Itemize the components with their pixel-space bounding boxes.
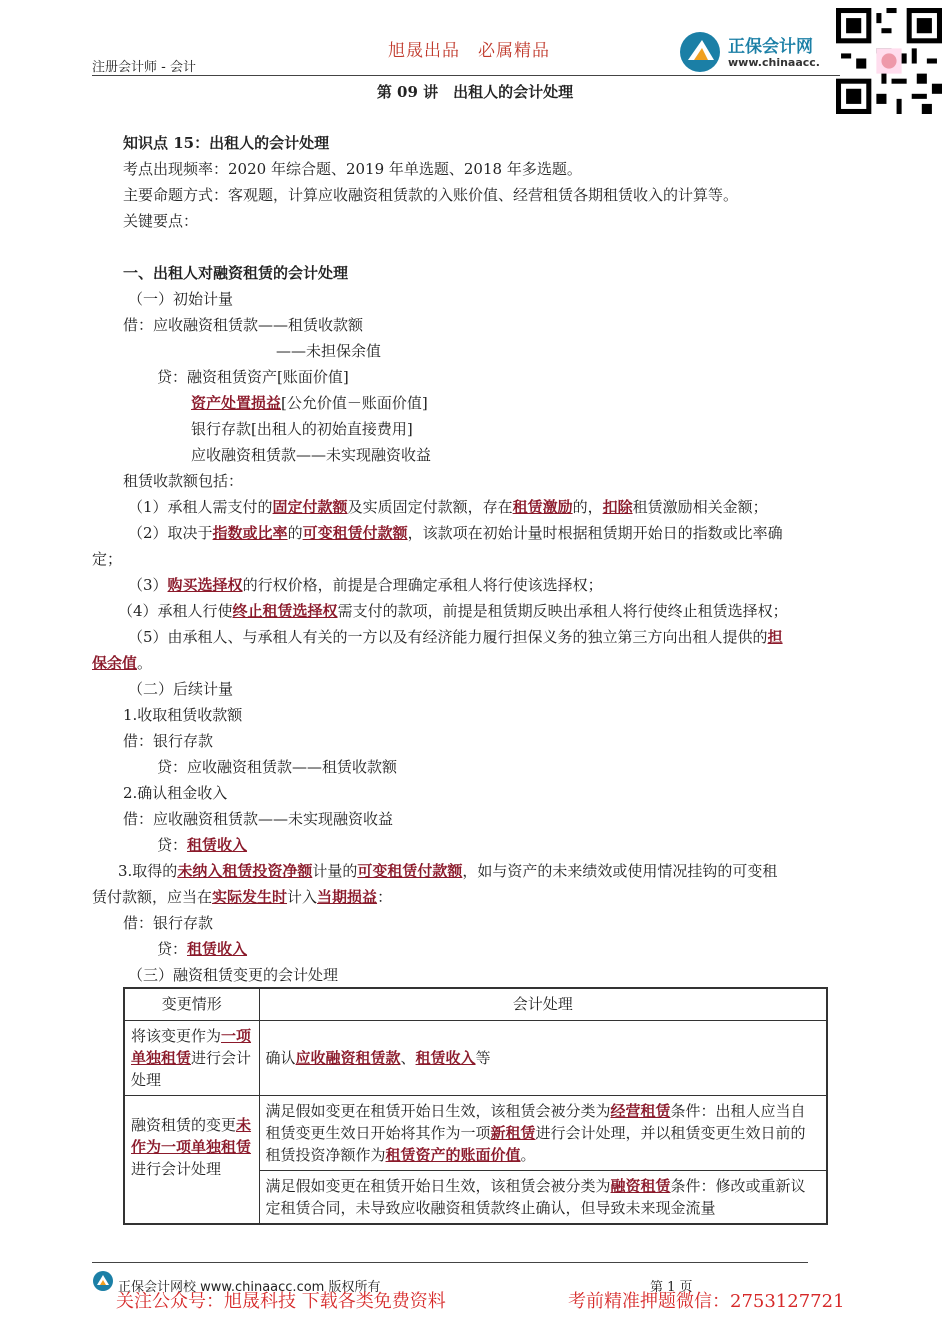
step-heading: 1.收取租赁收款额 (123, 706, 243, 724)
journal-line: 借：应收融资租赁款——租赁收款额 (123, 316, 364, 334)
keyword: 固定付款额 (272, 498, 348, 516)
table-cell (259, 1095, 827, 1170)
header-rule (92, 75, 840, 76)
text: 条件：修改或重新议定租赁合同，未导致应收融资租赁款终止确认，但导致未来现金流量 (265, 1176, 806, 1217)
list-item (128, 523, 783, 543)
slogan: 旭晟出品 必属精品 (388, 41, 550, 61)
text: 赁付款额，应当在 (92, 888, 213, 906)
footer-copyright: 正保会计网校 www.chinaacc.com 版权所有 (118, 1280, 381, 1295)
text: 、 (400, 1048, 416, 1067)
keyword: 新租赁 (490, 1123, 536, 1142)
page-title: 第 09 讲 出租人的会计处理 (376, 83, 574, 101)
list-item (118, 601, 788, 621)
keyword: 保余值 (92, 654, 138, 672)
text: 。 (137, 654, 153, 672)
method: 主要命题方式：客观题，计算应收融资租赁款的入账价值、经营租赁各期租赁收入的计算等。 (123, 186, 739, 204)
watermark-left: 关注公众号：旭晟科技 下载各类免费资料 (116, 1291, 446, 1312)
footer-logo-icon (92, 1270, 114, 1292)
keyword: 购买选择权 (167, 576, 243, 594)
keyword: 租赁收入 (187, 836, 248, 854)
journal-line: 借：银行存款 (123, 732, 214, 750)
journal-line: 贷：应收融资租赁款——租赁收款额 (157, 758, 398, 776)
list-item (128, 497, 768, 517)
subject-label: 注册会计师 - 会计 (92, 60, 196, 75)
keyword: 未纳入租赁投资净额 (177, 862, 313, 880)
table-cell (124, 1020, 259, 1095)
subsection-initial: （一）初始计量 (128, 290, 234, 308)
text: （3） (128, 576, 168, 594)
keyword: 租赁收入 (187, 940, 248, 958)
step-heading-continued (92, 887, 392, 907)
table-row (124, 1095, 827, 1170)
page-number: 第 1 页 (650, 1280, 693, 1295)
watermark-right: 考前精准押题微信：2753127721 (568, 1291, 845, 1312)
text: 计量的 (312, 862, 358, 880)
subsection-modification: （三）融资租赁变更的会计处理 (128, 966, 339, 984)
keyword: 一项单独租赁 (131, 1026, 252, 1067)
keyword: 租赁收入 (415, 1048, 476, 1067)
text: 融资租赁的变更 (131, 1115, 237, 1134)
list-item (128, 627, 783, 647)
text: 贷： (157, 940, 188, 958)
subsection-subsequent: （二）后续计量 (128, 680, 234, 698)
keyword: 租赁激励 (512, 498, 573, 516)
text: 的行权价格，前提是合理确定承租人将行使该选择权； (242, 576, 603, 594)
keyword: 指数或比率 (212, 524, 288, 542)
text: 确认 (265, 1048, 296, 1067)
includes-label: 租赁收款额包括： (123, 472, 244, 490)
journal-line (157, 939, 247, 959)
keyword: 租赁资产的账面价值 (385, 1145, 521, 1164)
text: ，该款项在初始计量时根据租赁期开始日的指数或比率确 (407, 524, 783, 542)
text: 的， (572, 498, 603, 516)
text: 等 (475, 1048, 491, 1067)
text: （5）由承租人、与承租人有关的一方以及有经济能力履行担保义务的独立第三方向出租人提供的 (128, 628, 768, 646)
journal-line: 借：银行存款 (123, 914, 214, 932)
text: 贷： (157, 836, 188, 854)
text: 及实质固定付款额，存在 (347, 498, 513, 516)
keyword: 应收融资租赁款 (295, 1048, 401, 1067)
journal-line (191, 393, 428, 413)
journal-line (157, 835, 247, 855)
table-header: 变更情形 (124, 988, 259, 1020)
table-cell (259, 1170, 827, 1224)
logo (678, 30, 828, 74)
text: 的 (287, 524, 303, 542)
table-row (124, 1020, 827, 1095)
logo-text: 正保会计网 (728, 37, 813, 57)
text: 将该变更作为 (131, 1026, 222, 1045)
journal-line: 应收融资租赁款——未实现融资收益 (191, 446, 432, 464)
step-heading (118, 861, 777, 881)
text: 条件：出租人应当自租赁变更生效日开始将其作为一项 (265, 1101, 806, 1142)
text: 需支付的款项，前提是租赁期反映出承租人将行使终止租赁选择权； (337, 602, 788, 620)
text: 租赁激励相关金额； (632, 498, 768, 516)
keyword: 终止租赁选择权 (232, 602, 338, 620)
modification-table (123, 987, 828, 1225)
keyword: 经营租赁 (610, 1101, 671, 1120)
frequency: 考点出现频率：2020 年综合题、2019 年单选题、2018 年多选题。 (123, 160, 582, 178)
text: 满足假如变更在租赁开始日生效，该租赁会被分类为 (265, 1176, 611, 1195)
table-cell (124, 1095, 259, 1224)
text: 3.取得的 (118, 862, 178, 880)
keyword: 担 (767, 628, 783, 646)
table-header-row (124, 988, 827, 1020)
list-item (128, 575, 603, 595)
footer-rule (92, 1262, 808, 1263)
list-item-continued: 定； (92, 550, 123, 568)
text: 进行会计处理 (131, 1048, 252, 1089)
keyword: 扣除 (602, 498, 633, 516)
kp-title: 知识点 15：出租人的会计处理 (123, 134, 330, 152)
section-1-heading: 一、出租人对融资租赁的会计处理 (123, 264, 349, 282)
text: （4）承租人行使 (118, 602, 233, 620)
text: [公允价值－账面价值] (281, 394, 428, 412)
logo-icon (678, 30, 726, 74)
keyword: 融资租赁 (610, 1176, 671, 1195)
keyword: 可变租赁付款额 (302, 524, 408, 542)
journal-line: ——未担保余值 (276, 342, 382, 360)
text: ： (377, 888, 393, 906)
table-header: 会计处理 (259, 988, 827, 1020)
table-cell (259, 1020, 827, 1095)
journal-line: 贷：融资租赁资产[账面价值] (157, 368, 349, 386)
list-item-continued (92, 653, 152, 673)
keyword: 当期损益 (317, 888, 378, 906)
text: 进行会计处理，并以租赁变更生效日前的租赁投资净额作为 (265, 1123, 806, 1164)
keyword: 实际发生时 (212, 888, 288, 906)
text: 满足假如变更在租赁开始日生效，该租赁会被分类为 (265, 1101, 611, 1120)
keyword: 可变租赁付款额 (357, 862, 463, 880)
keyword: 资产处置损益 (191, 394, 282, 412)
keyword: 未作为一项单独租赁 (131, 1115, 252, 1156)
text: （2）取决于 (128, 524, 213, 542)
text: （1）承租人需支付的 (128, 498, 273, 516)
text: 。 (520, 1145, 536, 1164)
journal-line: 银行存款[出租人的初始直接费用] (191, 420, 413, 438)
journal-line: 借：应收融资租赁款——未实现融资收益 (123, 810, 394, 828)
text: ，如与资产的未来绩效或使用情况挂钩的可变租 (462, 862, 778, 880)
text: 进行会计处理 (131, 1159, 222, 1178)
key-points: 关键要点： (123, 212, 199, 230)
step-heading: 2.确认租金收入 (123, 784, 228, 802)
logo-url: www.chinaacc. (728, 56, 820, 69)
text: 计入 (287, 888, 318, 906)
